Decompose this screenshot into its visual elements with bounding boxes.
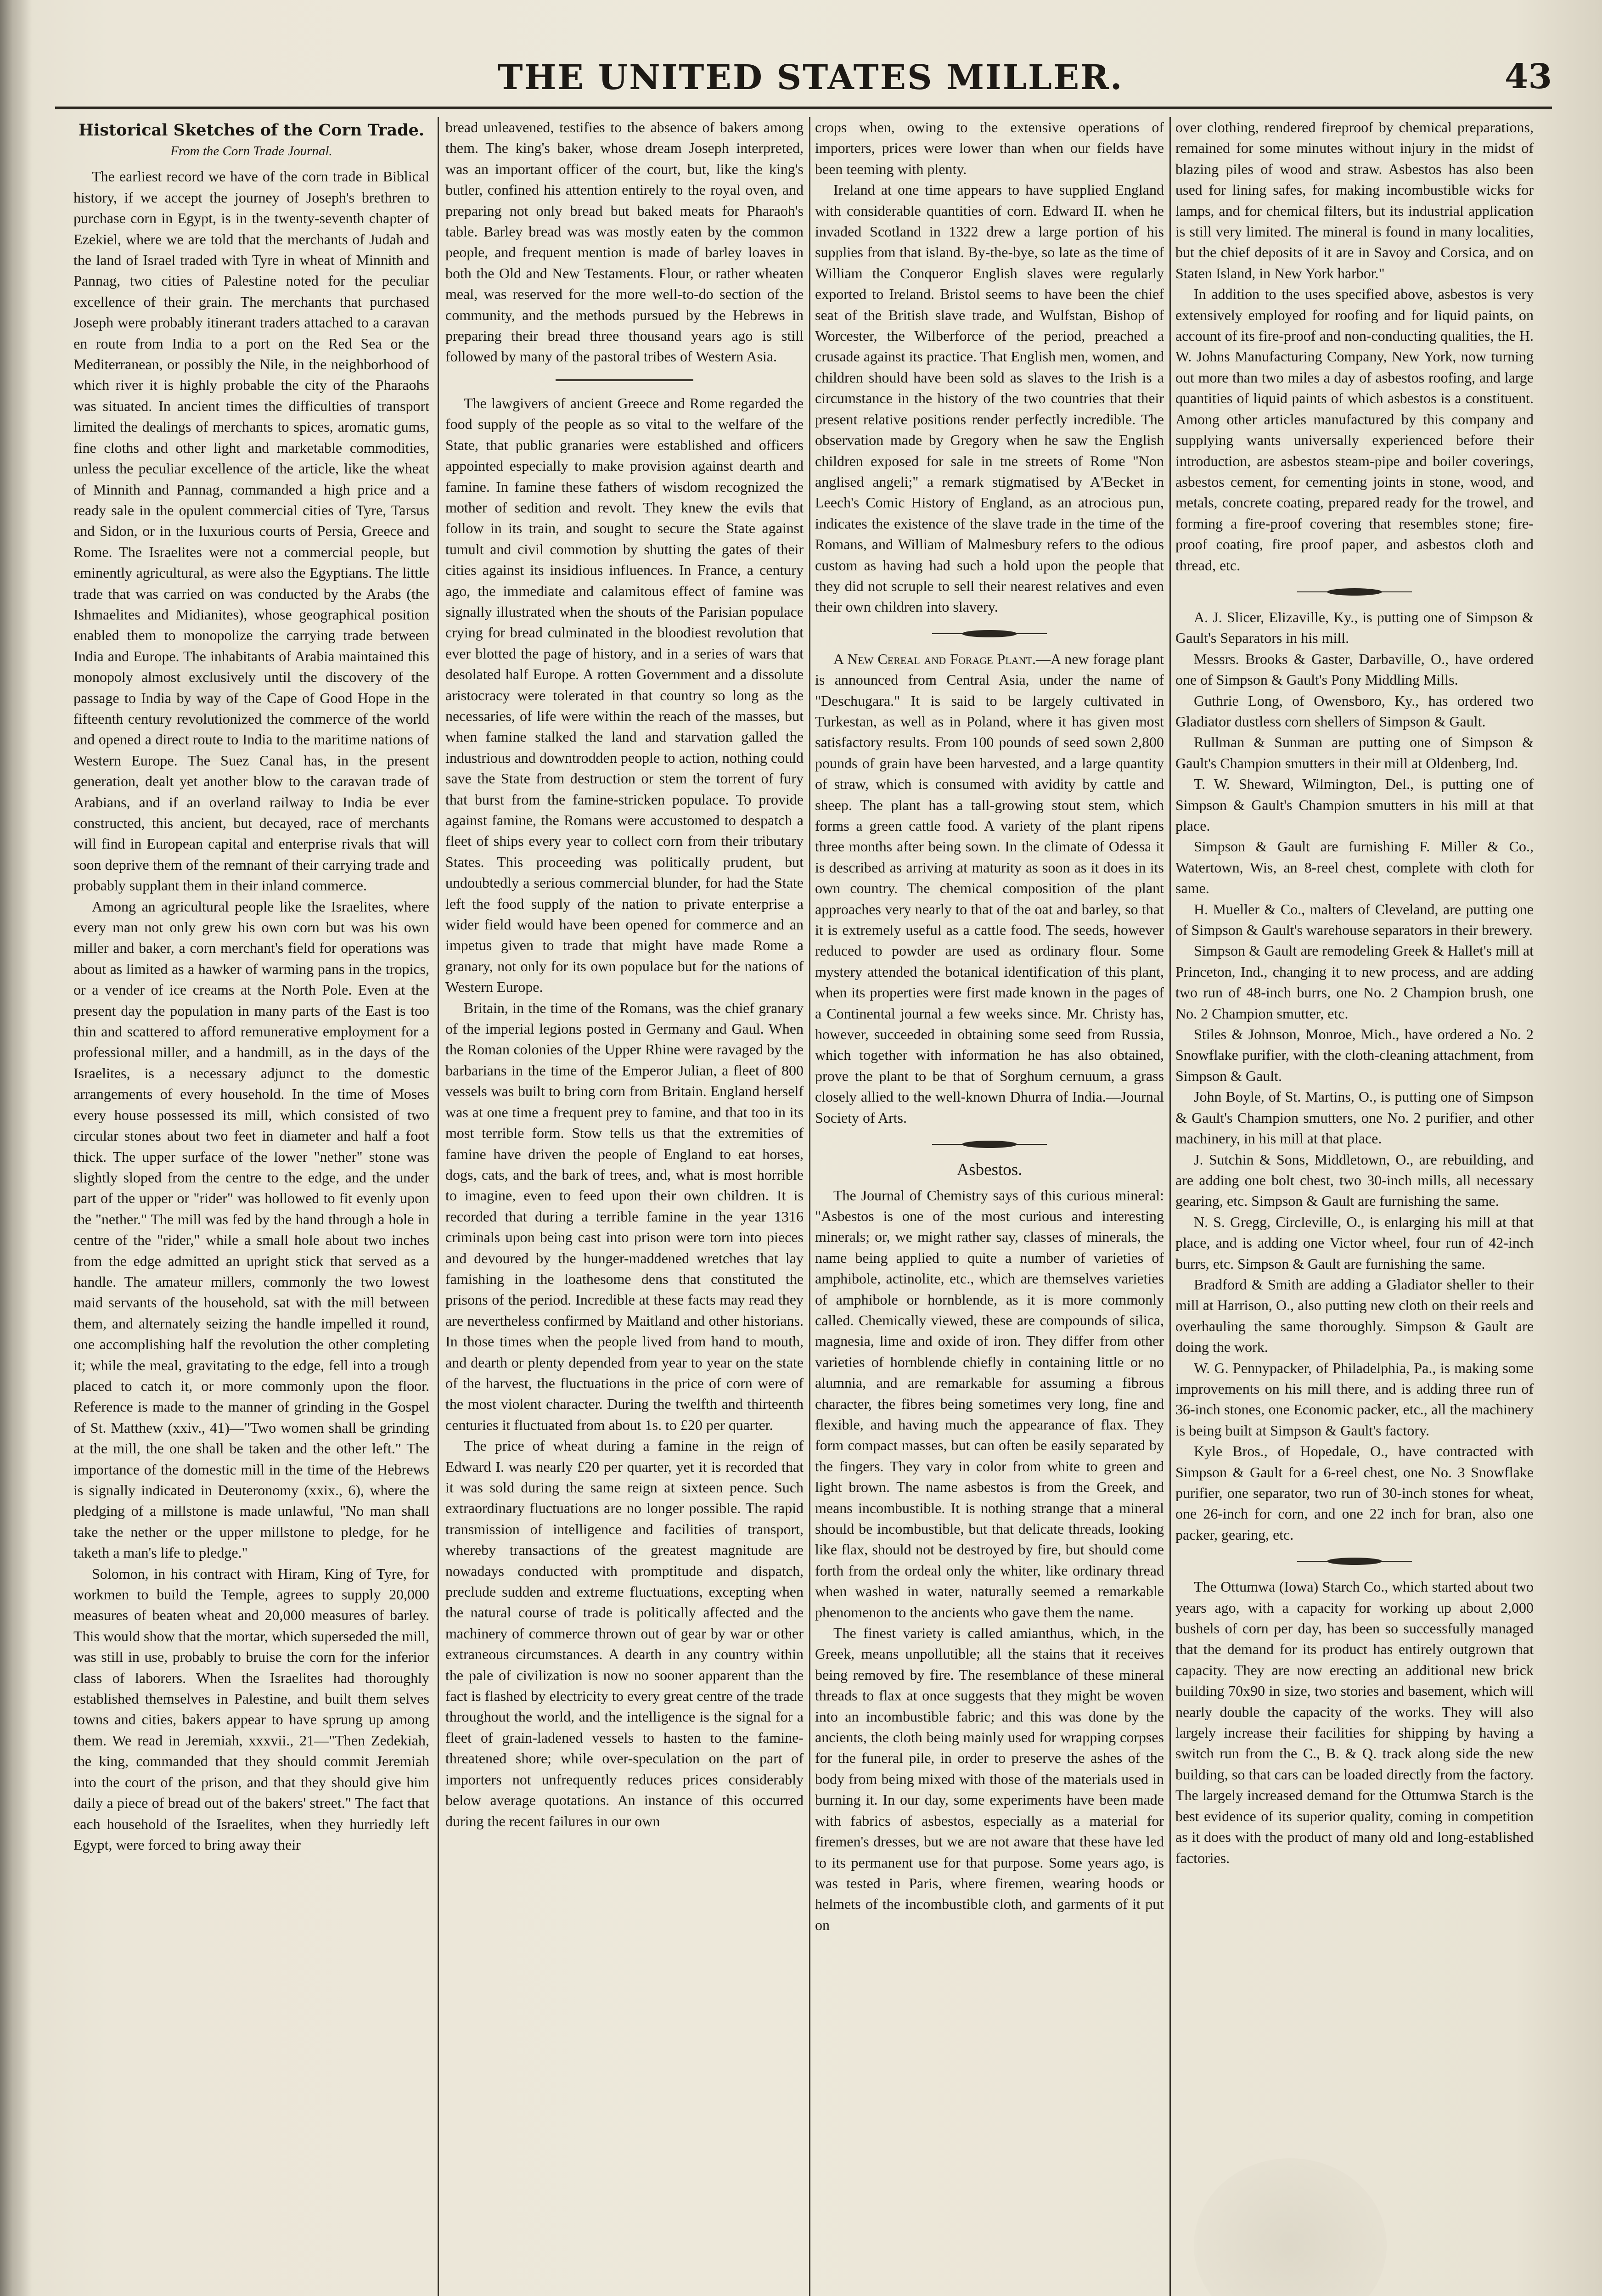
ornament-separator [1297, 1556, 1412, 1566]
page-header [55, 55, 1566, 106]
asbestos-heading: Asbestos. [956, 1160, 1023, 1180]
article-paragraph: The lawgivers of ancient Greece and Rome regarded the food supply of the people as so vital to the welfare of the State, that public granaries were established and officers appointed especially to make provision against dearth and famine. In famine these fathers of wisdom recognized the mother of sedition and revolt. They knew the evils that follow in its train, and sought to secure the State against tumult and civil commotion by shutting the gates of their cities against its insidious influences. In France, a century ago, the immediate and calamitous effect of famine was signally illustrated when the shouts of the Parisian populace crying for bread culminated in the bloodiest revolution that ever blotted the page of history, and in a series of wars that desolated half Europe. A rotten Government and a dissolute aristocracy were tolerated in that country so long as the necessaries, of life were within the reach of the masses, but when famine stalked the land and starvation galled the industrious and downtrodden people to action, nothing could save the State from destruction or stem the torrent of fury that burst from the famine-stricken populace. To provide against famine, the Romans were accustomed to despatch a fleet of ships every year to collect corn from their tributary States. This proceeding was politically prudent, but undoubtedly a serious commercial blunder, for had the State left the food supply of the nation to private enterprise a wider field would have been opened for commerce and an impetus given to trade that might have made Rome a granary, not only for its own populace but for the nations of Western Europe. [445, 394, 804, 996]
column-rule [438, 117, 439, 2296]
mill-news-item: T. W. Sheward, Wilmington, Del., is putting one of Simpson & Gault's Champion smutters in his mill at that place. [1175, 776, 1534, 834]
mill-news-item: A. J. Slicer, Elizaville, Ky., is putting one of Simpson & Gault's Separators in his mill. [1175, 608, 1534, 647]
ottumwa-article: The Ottumwa (Iowa) Starch Co., which started about two years ago, with a capacity for working up about 2,000 bushels of corn per day, has been so successfully managed that the demand for its product has entirely outgrown that capacity. They are now erecting an additional new brick building 70x90 in size, two stories and basement, which will nearly double the capacity of the works. They will also largely increase their facilities for shipping by having a switch run from the C., B. & Q. track along side the new building, so that cars can be loaded directly from the factory. The largely increased demand for the Ottumwa Starch is the best evidence of its superior quality, coming in competition as it does with the product of many old and long-established factories. [1175, 1578, 1534, 1866]
article-paragraph: Solomon, in his contract with Hiram, King of Tyre, for workmen to build the Temple, agrees to supply 20,000 measures of beaten wheat and 20,000 measures of barley. This would show that the mortar, which superseded the mill, was still in use, probably to bruise the corn for the inferior class of laborers. When the Israelites had thoroughly established themselves in Palestine, and built them selves towns and cities, bakers appear to have sprung up among them. We read in Jeremiah, xxxvii., 21—"Then Zedekiah, the king, commanded that they should commit Jeremiah into the court of the prison, and that they should give him daily a piece of bread out of the bakers' street." The fact that each household of the Israelites, when they hurriedly left Egypt, were forced to bring away their [73, 1565, 429, 1853]
page-number: 43 [1505, 57, 1552, 96]
column-2 [445, 117, 804, 2296]
mill-news-item: J. Sutchin & Sons, Middletown, O., are rebuilding, and are adding one bolt chest, two 30-inch mills, all necessary gearing, etc. Simpson & Gault are furnishing the same. [1175, 1151, 1534, 1210]
article-paragraph: crops when, owing to the extensive operations of importers, prices were lower than when our fields have been teeming with plenty. [815, 119, 1164, 177]
ornament-separator [932, 629, 1047, 639]
section-separator [556, 379, 693, 381]
cereal-lead: A New Cereal and Forage Plant. [833, 650, 1036, 667]
article-paragraph: In addition to the uses specified above, asbestos is very extensively employed for roofing and for liquid paints, on account of its fire-proof and non-conducting qualities, the H. W. Johns Manufacturing Company, New York, now turning out more than two miles a day of asbestos roofing, and large quantities of liquid paints of which asbestos is a constituent. Among other articles manufactured by this company and supplying wants universally experienced before their introduction, are asbestos steam-pipe and boiler coverings, asbestos cement, for cementing joints in stone, wood, and metals, concrete coating, prepared ready for the trowel, and forming a fire-proof covering that resembles stone; fire-proof coating, fire proof paper, and asbestos cloth and thread, etc. [1175, 286, 1534, 574]
article-headline: Historical Sketches of the Corn Trade. [78, 121, 425, 140]
mill-news-item: N. S. Gregg, Circleville, O., is enlarging his mill at that place, and is adding one Victor wheel, four run of 42-inch burrs, etc. Simpson & Gault are furnishing the same. [1175, 1213, 1534, 1272]
cereal-article [815, 649, 1164, 1128]
page-fold-shadow [0, 0, 32, 2296]
mill-news-item: Kyle Bros., of Hopedale, O., have contracted with Simpson & Gault for a 6-reel chest, one No. 3 Snowflake purifier, one separator, two run of 30-inch stones for wheat, one 26-inch for corn, and one 22 inch for bran, also one packer, gearing, etc. [1175, 1443, 1534, 1543]
mill-news-item: W. G. Pennypacker, of Philadelphia, Pa., is making some improvements on his mill there, and is adding three run of 36-inch stones, one Economic packer, etc., all the machinery is being built at Simpson & Gault's factory. [1175, 1359, 1534, 1439]
mill-news-item: Bradford & Smith are adding a Gladiator sheller to their mill at Harrison, O., also putting new cloth on their reels and overhauling the same thoroughly. Simpson & Gault are doing the work. [1175, 1276, 1534, 1356]
article-paragraph: Ireland at one time appears to have supplied England with considerable quantities of corn. Edward II. when he invaded Scotland in 1322 drew a large portion of his supplies from that island. By-the-bye, so late as the time of William the Conqueror English slaves were regularly exported to Ireland. Bristol seems to have been the chief seat of the British slave trade, and Wulfstan, Bishop of Worcester, the Wilberforce of the period, preached a crusade against its practice. That English men, women, and children should have been sold as slaves to the Irish is a circumstance in the history of the two countries that their present relative positions render perfectly incredible. The observation made by Gregory when he saw the English children exposed for sale in tne streets of Rome "Non anglised angeli;" a remark stigmatised by A'Becket in Leech's Comic History of England, as an atrocious pun, indicates the existence of the slave trade in the time of the Romans, and William of Malmesbury refers to the odious custom as having had such a hold upon the people that they did not scruple to sell their nearest relatives and even their own children into slavery. [815, 181, 1164, 615]
article-paragraph: The earliest record we have of the corn trade in Biblical history, if we accept the journey of Joseph's brethren to purchase corn in Egypt, is in the twenty-seventh chapter of Ezekiel, where we are told that the merchants of Judah and the land of Israel traded with Tyre in wheat of Minnith and Pannag, two cities of Palestine noted for the peculiar excellence of their grain. The merchants that purchased Joseph were probably itinerant traders attached to a caravan en route from India to a port on the Red Sea or the Mediterranean, or possibly the Nile, in the neighborhood of which river it is highly probable the city of the Pharaohs was situated. In ancient times the difficulties of transport limited the dealings of merchants to spices, aromatic gums, fine cloths and other light and marketable commodities, unless the peculiar excellence of the article, like the wheat of Minnith and Pannag, commanded a high price and a ready sale in the opulent commercial cities of Tyre, Tarsus and Sidon, or in the luxurious courts of Persia, Greece and Rome. The Israelites were not a commercial people, but eminently agricultural, as were also the Egyptians. The little trade that was carried on was conducted by the Arabs (the Ishmaelites and Midianites), whose geographical position enabled them to monopolize the carrying trade between India and Europe. The inhabitants of Arabia maintained this monopoly almost exclusively until the discovery of the passage to India by way of the Cape of Good Hope in the fifteenth century revolutionized the commerce of the world and opened a direct route to India to the maritime nations of Western Europe. The Suez Canal has, in the present generation, dealt yet another blow to the caravan trade of Arabians, and if an overland railway to India be ever constructed, this ancient, but decayed, race of merchants will find in European capital and enterprise rivals that will soon deprive them of the remnant of their carrying trade and probably supplant them in their inland commerce. [73, 168, 429, 894]
mill-news-item: Guthrie Long, of Owensboro, Ky., has ordered two Gladiator dustless corn shellers of Simpson & Gault. [1175, 692, 1534, 730]
mill-news-item: Rullman & Sunman are putting one of Simpson & Gault's Champion smutters in their mill at Oldenberg, Ind. [1175, 734, 1534, 771]
column-rule [809, 117, 810, 2296]
article-paragraph: over clothing, rendered fireproof by chemical preparations, remained for some minutes without injury in the midst of blazing piles of wood and straw. Asbestos has also been used for lining safes, for making incombustible wicks for lamps, and for chemical filters, but its industrial application is still very limited. The mineral is found in many localities, but the chief deposits of it are in Savoy and Corsica, and on Staten Island, in New York harbor." [1175, 119, 1534, 281]
article-paragraph: The finest variety is called amianthus, which, in the Greek, means unpollutible; all the stains that it receives being removed by fire. The resemblance of these mineral threads to flax at once suggests that they might be woven into an incombustible fabric; and this was done by the ancients, the cloth being mainly used for wrapping corpses for the funeral pile, in order to preserve the ashes of the body from being mixed with those of the materials used in burning it. In our day, some experiments have been made with fabrics of asbestos, especially as a material for firemen's dresses, but we are not aware that these have led to its permanent use for that purpose. Some years ago, is was tested in Paris, where firemen, wearing hoods or helmets of the incombustible cloth, and garments of it put on [815, 1625, 1164, 1933]
column-1 [73, 117, 429, 2296]
article-byline: From the Corn Trade Journal. [170, 144, 332, 158]
mill-news-item: Simpson & Gault are remodeling Greek & Hallet's mill at Princeton, Ind., changing it to new process, and are adding two run of 48-inch burrs, one No. 2 Champion brush, one No. 2 Champion smutter, etc. [1175, 942, 1534, 1022]
article-paragraph: The price of wheat during a famine in the reign of Edward I. was nearly £20 per quarter, yet it is recorded that it was sold during the same reign at sixteen pence. Such extraordinary fluctuations are no longer possible. The rapid transmission of intelligence and facilities of transport, whereby transactions of the greatest magnitude are nowadays conducted with promptitude and dispatch, preclude sudden and extreme fluctuations, excepting when the natural course of trade is politically affected and the machinery of commerce thrown out of gear by war or other extraneous circumstances. A dearth in any country within the pale of civilization is now no sooner apparent than the fact is flashed by electricity to every great centre of the trade throughout the world, and the intelligence is the signal for a fleet of grain-ladened vessels to hasten to the famine-threatened shore; while over-speculation on the part of importers not unfrequently reduces prices considerably below average quotations. An instance of this occurred during the recent failures in our own [445, 1437, 804, 1829]
column-4 [1175, 117, 1534, 2296]
mill-news-item: Stiles & Johnson, Monroe, Mich., have ordered a No. 2 Snowflake purifier, with the cloth-cleaning attachment, from Simpson & Gault. [1175, 1026, 1534, 1084]
column-3 [815, 117, 1164, 2296]
article-paragraph: The Journal of Chemistry says of this curious mineral: "Asbestos is one of the most curious and interesting minerals; or, we might rather say, classes of minerals, the name being applied to quite a number of varieties of amphibole, actinolite, etc., which are themselves varieties of amphibole or hornblende, as it is more commonly called. Chemically viewed, these are compounds of silica, magnesia, lime and oxide of iron. They differ from other varieties of hornblende chiefly in containing little or no alumnia, and are remarkable for assuming a fibrous character, the fibres being sometimes very long, fine and flexible, and having much the appearance of flax. They form compact masses, but can often be easily separated by the fingers. They vary in color from white to green and light brown. The name asbestos is from the Greek, and means incombustible. It is nothing strange that a mineral should be incombustible, but that delicate threads, looking like flax, should not be destroyed by fire, but should come forth from the ordeal only the whiter, like ordinary thread when washed in water, naturally seemed a remarkable phenomenon to the ancients who gave them the name. [815, 1187, 1164, 1621]
column-rule [1169, 117, 1171, 2296]
running-title: THE UNITED STATES MILLER. [497, 58, 1124, 97]
mill-news-item: H. Mueller & Co., malters of Cleveland, are putting one of Simpson & Gault's warehouse separators in their brewery. [1175, 900, 1534, 939]
mill-news-item: Messrs. Brooks & Gaster, Darbaville, O., have ordered one of Simpson & Gault's Pony Middling Mills. [1175, 650, 1534, 688]
cereal-body: —A new forage plant is announced from Central Asia, under the name of "Deschugara." It is said to be largely cultivated in Turkestan, as well as in Poland, where it has given most satisfactory results. From 100 pounds of seed sown 2,800 pounds of grain have been harvested, and a large quantity of straw, which is consumed with avidity by cattle and sheep. The plant has a tall-growing stout stem, which forms a green cattle food. A variety of the plant ripens three months after being sown. In the climate of Odessa it is described as arriving at maturity as soon as it does in its own country. The chemical composition of the plant approaches very nearly to that of the oat and barley, so that it is extremely useful as a cattle food. The seeds, however reduced to powder are used as ordinary flour. Some mystery attended the botanical identification of this plant, when its properties were first made known in the pages of a Continental journal a few weeks since. Mr. Christy has, however, succeeded in obtaining some seed from Russia, which together with information he has also obtained, prove the plant to be that of Sorghum cernuum, a grass closely allied to the well-known Dhurra of India.—Journal Society of Arts. [815, 650, 1164, 1126]
article-paragraph: Among an agricultural people like the Israelites, where every man not only grew his own corn but was his own miller and baker, a corn merchant's field for operations was about as limited as a hawker of warming pans in the tropics, or a vender of ice creams at the North Pole. Even at the present day the population in many parts of the East is too thin and scattered to afford remunerative employment for a professional miller, and a handmill, as in the days of the Israelites, is a necessary adjunct to the domestic arrangements of every household. In the time of Moses every house possessed its mill, which consisted of two circular stones about two feet in diameter and half a foot thick. The upper surface of the lower "nether" stone was slightly sloped from the centre to the edge, and the under part of the upper or "rider" was hollowed to fit evenly upon the "nether." The mill was fed by the hand through a hole in centre of the "rider," while a small hole about two inches from the edge admitted an upright stick that served as a handle. The amateur millers, commonly the two lowest maid servants of the household, sat with the mill between them, and alternately seizing the handle impelled it round, one accomplishing half the revolution the other completing it; while the meal, gravitating to the edge, fell into a trough placed to catch it, or more commonly upon the floor. Reference is made to the manner of grinding in the Gospel of St. Matthew (xxiv., 41)—"Two women shall be grinding at the mill, the one shall be taken and the other left." The importance of the domestic mill in the time of the Hebrews is signally indicated in Deuteronomy (xxix., 6), where the pledging of a millstone is made unlawful, "No man shall take the nether or the upper millstone to pledge, for he taketh a man's life to pledge." [73, 898, 429, 1561]
header-rule [55, 107, 1552, 109]
mill-news-item: John Boyle, of St. Martins, O., is putting one of Simpson & Gault's Champion smutters, one No. 2 purifier, and other machinery, in his mill at that place. [1175, 1088, 1534, 1147]
mill-news-item: Simpson & Gault are furnishing F. Miller & Co., Watertown, Wis, an 8-reel chest, complete with cloth for same. [1175, 838, 1534, 897]
ornament-separator [932, 1139, 1047, 1149]
article-paragraph: Britain, in the time of the Romans, was the chief granary of the imperial legions posted in Germany and Gaul. When the Roman colonies of the Upper Rhine were ravaged by the barbarians in the time of the Emperor Julian, a fleet of 800 vessels was built to bring corn from Britain. England herself was at one time a frequent prey to famine, and that too in its most terrible form. Stow tells us that the extremities of famine have driven the people of England to eat horses, dogs, cats, and the bark of trees, and, what is most horrible to imagine, even to feed upon their own children. It is recorded that during a terrible famine in the year 1316 criminals upon being cast into prison were torn into pieces and devoured by the hunger-maddened wretches that lay famishing in the loathesome dens that constituted the prisons of the period. Incredible at these facts may read they are nevertheless confirmed by Maitland and other historians. In those times when the people lived from hand to mouth, and dearth or plenty depended from year to year on the state of the harvest, the fluctuations in the price of corn were of the most violent character. During the twelfth and thirteenth centuries it fluctuated from about 1s. to £20 per quarter. [445, 999, 804, 1433]
article-paragraph: bread unleavened, testifies to the absence of bakers among them. The king's baker, whose dream Joseph interpreted, was an important officer of the court, but, like the king's butler, confined his attention entirely to the royal oven, and preparing not only bread but baked meats for Pharaoh's table. Barley bread was was mostly eaten by the common people, and frequent mention is made of barley loaves in both the Old and New Testaments. Flour, or rather wheaten meal, was reserved for the more well-to-do section of the community, and the methods pursued by the Hebrews in preparing their bread three thousand years ago is still followed by many of the pastoral tribes of Western Asia. [445, 119, 804, 365]
ornament-separator [1297, 587, 1412, 597]
